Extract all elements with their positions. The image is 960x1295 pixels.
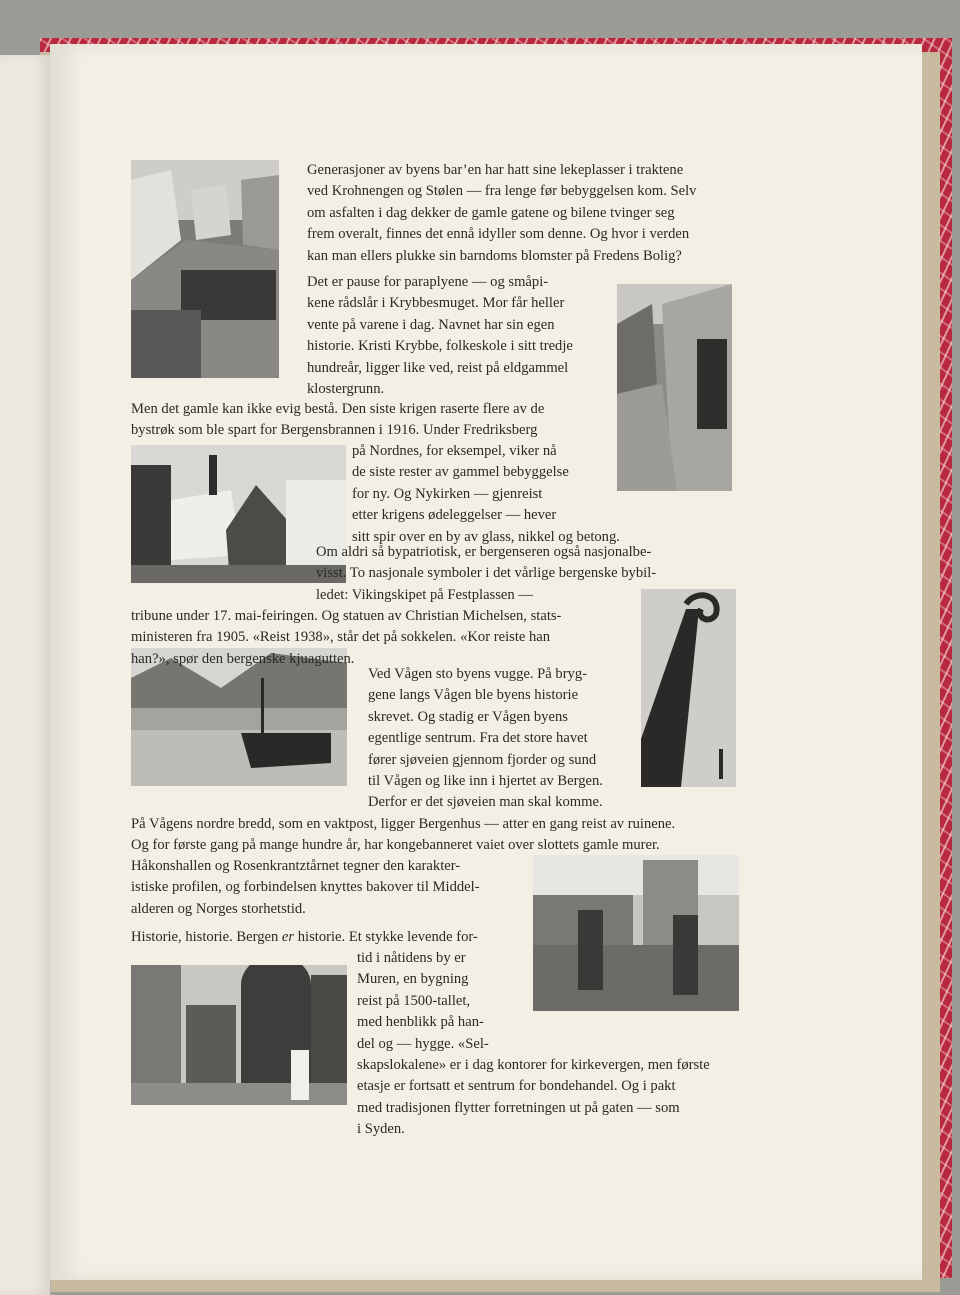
photo-viking-ship [641,589,736,787]
emphasis-er: er [281,929,295,945]
text-block-historie-first-line: Historie, historie. Bergen er historie. Et stykke levende for- [131,929,478,945]
photo-rosenkrantz-tower [533,855,739,1011]
photo-nordnes-church [131,445,346,583]
photo-krybbesmuget [617,284,732,491]
text-block-generasjoner: Generasjoner av byens bar’en har hatt sine lekeplasser i traktene ved Krohnengen og Stølen — fra lenge før bebyggelsen kom. Selv om asfalten i dag dekker de gamle gatene og bilene tvinger seg frem overalt, finnes det ennå idyller som denne. Og hvor i verden kan man ellers plukke sin barndoms blomster på Fredens Bolig? [307,162,697,264]
text-block-vagen: Ved Vågen sto byens vugge. På bryg- gene langs Vågen ble byens historie skrevet. Og stadig er Vågen byens egentlige sentrum. Fra det store havet fører sjøveien gjennom fjorder og sund til Vågen og like inn i hjertet av Bergen. Derfor er det sjøveien man skal komme. [368,666,603,811]
text-block-gamle-narrow: på Nordnes, for eksempel, viker nå de siste rester av gammel bebyggelse for ny. Og Nykirken — gjenreist etter krigens ødeleggelser — hever sitt spir over en by av glass, nikkel og betong. [352,443,620,545]
text-block-gamle-wide: Men det gamle kan ikke evig bestå. Den siste krigen raserte flere av de bystrøk som ble spart for Bergensbrannen i 1916. Under Fredriksberg [131,401,545,439]
text-block-historie-narrow: tid i nåtidens by er Muren, en bygning reist på 1500-tallet, med henblikk på han- del og — hygge. «Sel- [357,950,489,1052]
facing-page [0,55,51,1295]
text-block-pause: Det er pause for paraplyene — og småpi- kene rådslår i Krybbesmuget. Mor får heller vente på varene i dag. Navnet har sin egen historie. Kristi Krybbe, folkeskole i sitt tredje hundreår, ligger like ved, reist på eldgammel klostergrunn. [307,274,573,398]
book-page [50,44,922,1280]
text-block-patriot-wide: tribune under 17. mai-feiringen. Og statuen av Christian Michelsen, stats- ministeren fra 1905. «Reist 1938», står det på sokkelen. «Kor reiste han han?», spør den bergenske kjuagutten. [131,608,562,667]
text-block-bergenhus-wide: På Vågens nordre bredd, som en vaktpost, ligger Bergenhus — atter en gang reist av ruinene. Og for første gang på mange hundre år, har kongebanneret vaiet over slottets gamle murer. [131,816,676,854]
text-block-historie-wide: skapslokalene» er i dag kontorer for kirkevergen, men første etasje er fortsatt et sentrum for bondehandel. Og i pakt med tradisjonen flytter forretningen ut på gaten — som i Syden. [357,1057,710,1138]
photo-muren-market [131,965,347,1105]
text-block-patriot-narrow: Om aldri så bypatriotisk, er bergenseren også nasjonalbe- visst. To nasjonale symboler i det vårlige bergenske bybil- ledet: Vikingskipet på Festplassen — [316,544,657,603]
text-block-bergenhus-narrow: Håkonshallen og Rosenkrantztårnet tegner den karakter- istiske profilen, og forbindelsen knyttes bakover til Middel- alderen og Norges storhetstid. [131,858,480,917]
photo-children-street [131,160,279,378]
